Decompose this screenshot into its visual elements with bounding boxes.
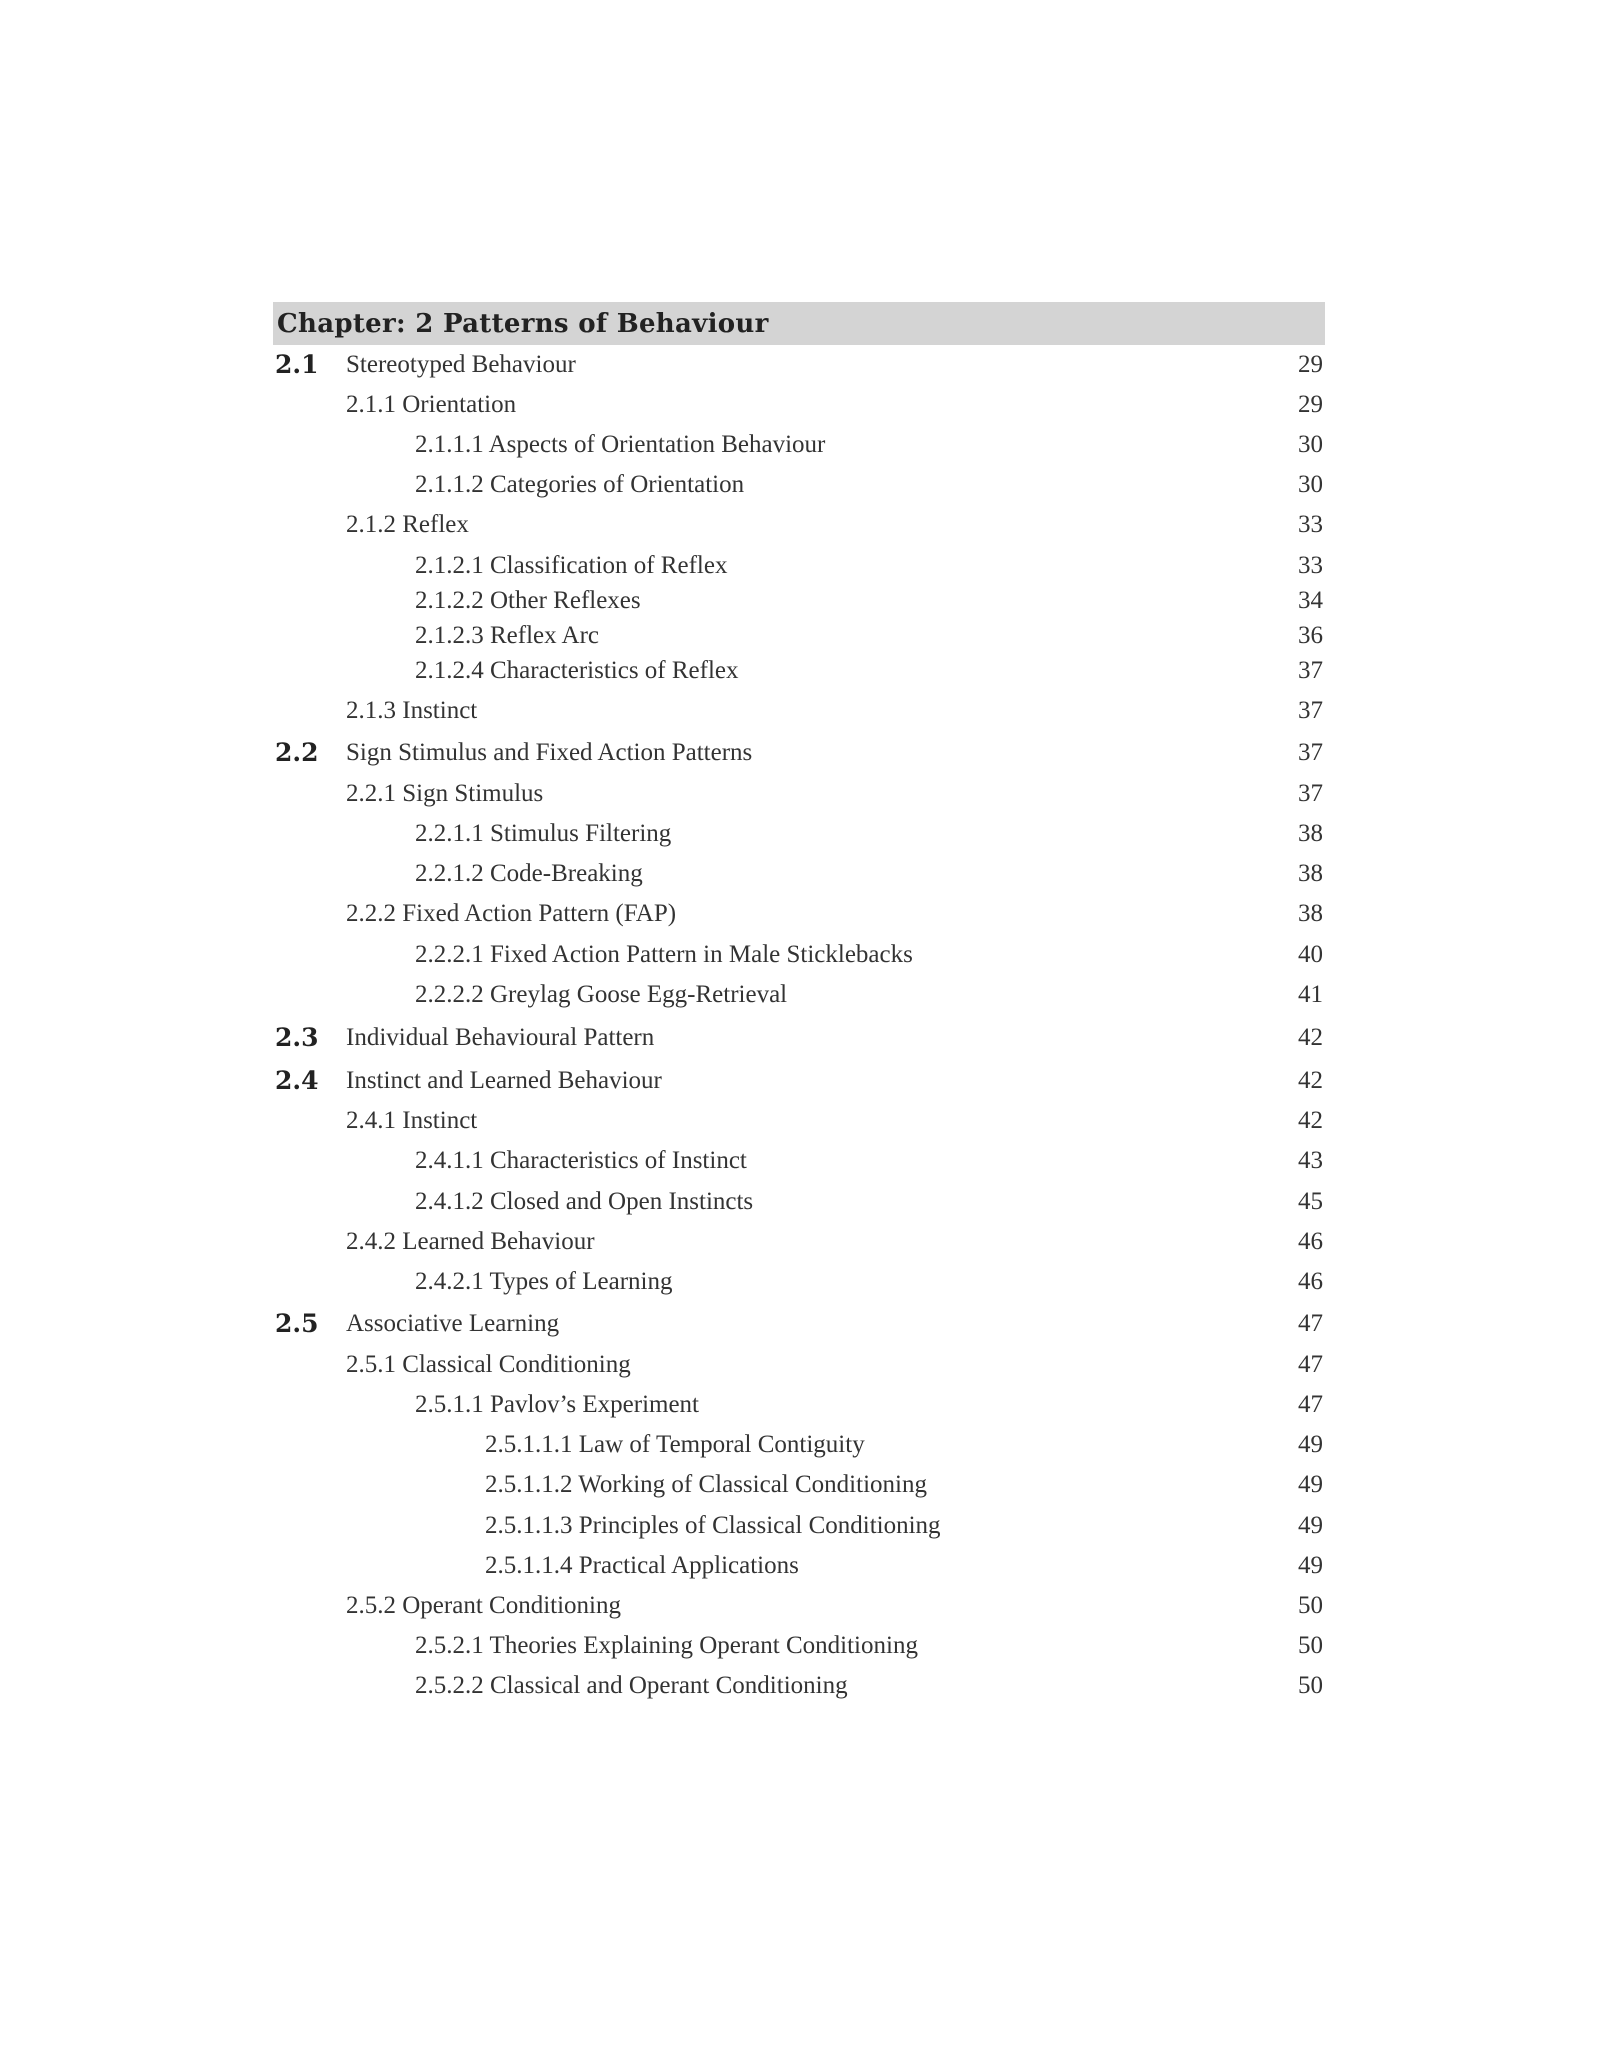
page-number: 29 [1298, 391, 1323, 418]
toc-entry-label: 2.4.1 Instinct [346, 1107, 478, 1134]
toc-entry-label: Associative Learning [346, 1310, 560, 1337]
toc-subsection-row [273, 1348, 1325, 1382]
toc-subsection-row [273, 1669, 1325, 1703]
toc-entry-label: 2.2.2 Fixed Action Pattern (FAP) [346, 900, 677, 927]
toc-entry-label: 2.1.1.2 Categories of Orientation [415, 471, 745, 498]
page-number: 36 [1298, 622, 1323, 649]
section-number: 2.2 [275, 738, 319, 767]
page-number: 38 [1298, 860, 1323, 887]
page-number: 37 [1298, 739, 1323, 766]
page-number: 38 [1298, 900, 1323, 927]
toc-entry-label: 2.5.1.1 Pavlov’s Experiment [415, 1391, 699, 1418]
page-number: 40 [1298, 941, 1323, 968]
toc-subsection-row [273, 1388, 1325, 1422]
page-number: 50 [1298, 1672, 1323, 1699]
toc-section-row [273, 348, 1325, 382]
toc-subsection-row [273, 508, 1325, 542]
toc-subsection-row [273, 468, 1325, 502]
toc-subsection-row [273, 549, 1325, 583]
page-number: 30 [1298, 471, 1323, 498]
toc-subsection-row [273, 654, 1325, 688]
section-number: 2.1 [275, 350, 319, 379]
table-of-contents [273, 302, 1325, 1699]
toc-subsection-row [273, 1549, 1325, 1583]
page-number: 30 [1298, 431, 1323, 458]
page-number: 42 [1298, 1024, 1323, 1051]
toc-entry-label: 2.5.2 Operant Conditioning [346, 1592, 621, 1619]
page-number: 46 [1298, 1228, 1323, 1255]
toc-entry-label: 2.1.2 Reflex [346, 511, 469, 538]
toc-entry-label: 2.1.3 Instinct [346, 697, 478, 724]
page-number: 43 [1298, 1147, 1323, 1174]
page-number: 33 [1298, 511, 1323, 538]
toc-subsection-row [273, 1185, 1325, 1219]
toc-subsection-row [273, 1629, 1325, 1663]
page-number: 34 [1298, 587, 1323, 614]
toc-entry-label: 2.4.1.1 Characteristics of Instinct [415, 1147, 747, 1174]
toc-entry-label: 2.5.1.1.2 Working of Classical Conditioning [485, 1471, 927, 1498]
toc-entry-label: Stereotyped Behaviour [346, 351, 576, 378]
page-number: 49 [1298, 1552, 1323, 1579]
toc-entry-label: 2.1.2.2 Other Reflexes [415, 587, 641, 614]
toc-entry-label: 2.1.2.1 Classification of Reflex [415, 552, 728, 579]
toc-subsection-row [273, 978, 1325, 1012]
page-number: 45 [1298, 1188, 1323, 1215]
toc-entry-label: 2.5.2.2 Classical and Operant Conditioning [415, 1672, 848, 1699]
page-number: 42 [1298, 1107, 1323, 1134]
page-number: 38 [1298, 820, 1323, 847]
toc-entry-label: 2.2.1.2 Code-Breaking [415, 860, 643, 887]
toc-subsection-row [273, 1468, 1325, 1502]
page-number: 37 [1298, 780, 1323, 807]
section-number: 2.5 [275, 1309, 319, 1338]
toc-section-row [273, 736, 1325, 770]
toc-entry-label: 2.2.1.1 Stimulus Filtering [415, 820, 672, 847]
toc-section-row [273, 1307, 1325, 1341]
toc-subsection-row [273, 694, 1325, 728]
toc-entry-label: Instinct and Learned Behaviour [346, 1067, 662, 1094]
toc-subsection-row [273, 857, 1325, 891]
toc-entry-label: 2.1.2.3 Reflex Arc [415, 622, 599, 649]
toc-subsection-row [273, 1589, 1325, 1623]
toc-entry-label: 2.2.2.2 Greylag Goose Egg-Retrieval [415, 981, 788, 1008]
toc-subsection-row [273, 897, 1325, 931]
toc-subsection-row [273, 1265, 1325, 1299]
toc-entry-label: 2.2.2.1 Fixed Action Pattern in Male Sticklebacks [415, 941, 913, 968]
toc-entry-label: 2.5.1.1.1 Law of Temporal Contiguity [485, 1431, 865, 1458]
toc-subsection-row [273, 428, 1325, 462]
toc-entry-label: 2.4.2.1 Types of Learning [415, 1268, 673, 1295]
toc-section-row [273, 1021, 1325, 1055]
page-number: 37 [1298, 697, 1323, 724]
page-number: 41 [1298, 981, 1323, 1008]
page-number: 46 [1298, 1268, 1323, 1295]
toc-entry-label: 2.1.1 Orientation [346, 391, 517, 418]
toc-subsection-row [273, 1225, 1325, 1259]
toc-subsection-row [273, 1104, 1325, 1138]
toc-subsection-row [273, 938, 1325, 972]
toc-entry-label: 2.5.2.1 Theories Explaining Operant Conditioning [415, 1632, 918, 1659]
page-number: 29 [1298, 351, 1323, 378]
page-number: 50 [1298, 1632, 1323, 1659]
toc-subsection-row [273, 619, 1325, 653]
toc-entry-label: 2.5.1.1.4 Practical Applications [485, 1552, 799, 1579]
toc-subsection-row [273, 1509, 1325, 1543]
toc-subsection-row [273, 1144, 1325, 1178]
page-number: 50 [1298, 1592, 1323, 1619]
toc-subsection-row [273, 388, 1325, 422]
chapter-title: Chapter: 2 Patterns of Behaviour [277, 308, 769, 339]
toc-entry-label: Sign Stimulus and Fixed Action Patterns [346, 739, 753, 766]
page-number: 47 [1298, 1351, 1323, 1378]
page-number: 49 [1298, 1512, 1323, 1539]
page-number: 42 [1298, 1067, 1323, 1094]
toc-entry-label: 2.2.1 Sign Stimulus [346, 780, 544, 807]
section-number: 2.3 [275, 1023, 319, 1052]
page-number: 47 [1298, 1310, 1323, 1337]
toc-entry-label: 2.4.2 Learned Behaviour [346, 1228, 595, 1255]
page-number: 37 [1298, 657, 1323, 684]
toc-entry-label: Individual Behavioural Pattern [346, 1024, 655, 1051]
toc-subsection-row [273, 1428, 1325, 1462]
toc-section-row [273, 1064, 1325, 1098]
toc-subsection-row [273, 584, 1325, 618]
toc-subsection-row [273, 777, 1325, 811]
page-number: 33 [1298, 552, 1323, 579]
page-number: 49 [1298, 1471, 1323, 1498]
toc-entry-label: 2.5.1.1.3 Principles of Classical Conditioning [485, 1512, 941, 1539]
toc-entry-label: 2.4.1.2 Closed and Open Instincts [415, 1188, 754, 1215]
toc-entry-label: 2.5.1 Classical Conditioning [346, 1351, 631, 1378]
page-number: 49 [1298, 1431, 1323, 1458]
section-number: 2.4 [275, 1066, 319, 1095]
page-number: 47 [1298, 1391, 1323, 1418]
toc-entry-label: 2.1.2.4 Characteristics of Reflex [415, 657, 739, 684]
chapter-heading [273, 302, 1325, 345]
toc-subsection-row [273, 817, 1325, 851]
toc-entry-label: 2.1.1.1 Aspects of Orientation Behaviour [415, 431, 826, 458]
